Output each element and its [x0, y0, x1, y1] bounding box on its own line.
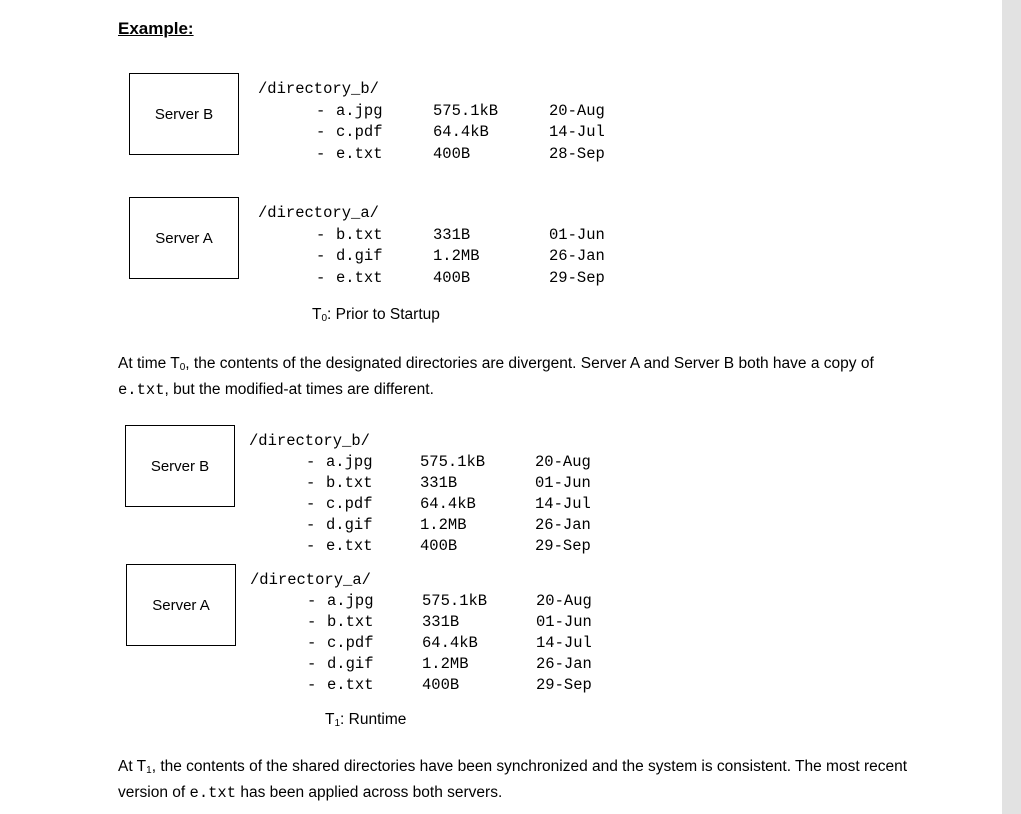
- file-dash: -: [307, 655, 317, 673]
- file-size: 1.2MB: [420, 516, 467, 534]
- file-name: d.gif: [326, 516, 373, 534]
- file-dash: -: [306, 474, 316, 492]
- file-date: 20-Aug: [536, 592, 592, 610]
- file-size: 331B: [433, 226, 471, 244]
- file-size: 400B: [433, 269, 471, 287]
- file-dash: -: [306, 453, 316, 471]
- file-dash: -: [307, 592, 317, 610]
- file-date: 20-Aug: [535, 453, 591, 471]
- file-dash: -: [316, 226, 326, 244]
- file-name: d.gif: [327, 655, 374, 673]
- file-size: 400B: [433, 145, 471, 163]
- vertical-scrollbar[interactable]: [1002, 0, 1021, 814]
- file-name: e.txt: [336, 269, 383, 287]
- t0-caption: $T_0$: Prior to Startup: [312, 306, 440, 324]
- file-dash: -: [316, 269, 326, 287]
- t0-directory-b-path: /directory_b/: [258, 80, 379, 98]
- file-date: 14-Jul: [536, 634, 592, 652]
- file-date: 26-Jan: [549, 247, 605, 265]
- file-dash: -: [306, 516, 316, 534]
- file-dash: -: [307, 634, 317, 652]
- file-size: 575.1kB: [422, 592, 488, 610]
- file-name: c.pdf: [326, 495, 373, 513]
- file-name: b.txt: [336, 226, 383, 244]
- server-label: Server B: [154, 105, 214, 123]
- t1-caption: $T_1$: Runtime: [325, 711, 407, 729]
- t0-directory-a-path: /directory_a/: [258, 204, 379, 222]
- file-date: 26-Jan: [536, 655, 592, 673]
- file-size: 575.1kB: [433, 102, 499, 120]
- file-size: 64.4kB: [420, 495, 476, 513]
- file-date: 26-Jan: [535, 516, 591, 534]
- file-name: a.jpg: [327, 592, 374, 610]
- file-name: b.txt: [326, 474, 373, 492]
- file-dash: -: [307, 676, 317, 694]
- t0-description-paragraph: At time $T_0$, the contents of the designated directories are divergent. Server A and Server B both have a copy of e.txt, but the modified-at times are different.: [118, 355, 874, 399]
- file-date: 29-Sep: [549, 269, 605, 287]
- file-date: 28-Sep: [549, 145, 605, 163]
- file-size: 1.2MB: [422, 655, 469, 673]
- file-name: e.txt: [326, 537, 373, 555]
- file-size: 575.1kB: [420, 453, 486, 471]
- file-name: c.pdf: [336, 123, 383, 141]
- t0-server-a-box: [129, 197, 239, 279]
- file-dash: -: [306, 537, 316, 555]
- server-label: Server A: [152, 596, 210, 614]
- t1-directory-a-path: /directory_a/: [250, 571, 371, 589]
- file-name: d.gif: [336, 247, 383, 265]
- file-dash: -: [316, 123, 326, 141]
- file-size: 331B: [420, 474, 458, 492]
- file-size: 331B: [422, 613, 460, 631]
- t1-directory-b-path: /directory_b/: [249, 432, 370, 450]
- file-name: c.pdf: [327, 634, 374, 652]
- file-dash: -: [316, 102, 326, 120]
- file-date: 14-Jul: [535, 495, 591, 513]
- file-size: 400B: [420, 537, 458, 555]
- t0-server-b-box: [129, 73, 239, 155]
- file-date: 01-Jun: [536, 613, 592, 631]
- server-label: Server A: [155, 229, 213, 247]
- file-dash: -: [316, 247, 326, 265]
- t1-server-b-box: [125, 425, 235, 507]
- file-dash: -: [307, 613, 317, 631]
- file-date: 20-Aug: [549, 102, 605, 120]
- server-label: Server B: [150, 457, 210, 475]
- file-date: 14-Jul: [549, 123, 605, 141]
- example-heading: Example:: [118, 19, 194, 38]
- file-date: 01-Jun: [535, 474, 591, 492]
- file-dash: -: [316, 145, 326, 163]
- file-date: 29-Sep: [536, 676, 592, 694]
- file-name: a.jpg: [326, 453, 373, 471]
- file-dash: -: [306, 495, 316, 513]
- file-size: 64.4kB: [422, 634, 478, 652]
- file-name: e.txt: [336, 145, 383, 163]
- file-name: e.txt: [327, 676, 374, 694]
- t1-server-a-box: [126, 564, 236, 646]
- file-size: 64.4kB: [433, 123, 489, 141]
- t1-description-paragraph: At $T_1$, the contents of the shared directories have been synchronized and the system is consistent. The most recent version of e.txt has been applied across both servers.: [118, 758, 908, 802]
- file-size: 1.2MB: [433, 247, 480, 265]
- file-date: 29-Sep: [535, 537, 591, 555]
- file-size: 400B: [422, 676, 460, 694]
- file-name: b.txt: [327, 613, 374, 631]
- file-date: 01-Jun: [549, 226, 605, 244]
- file-name: a.jpg: [336, 102, 383, 120]
